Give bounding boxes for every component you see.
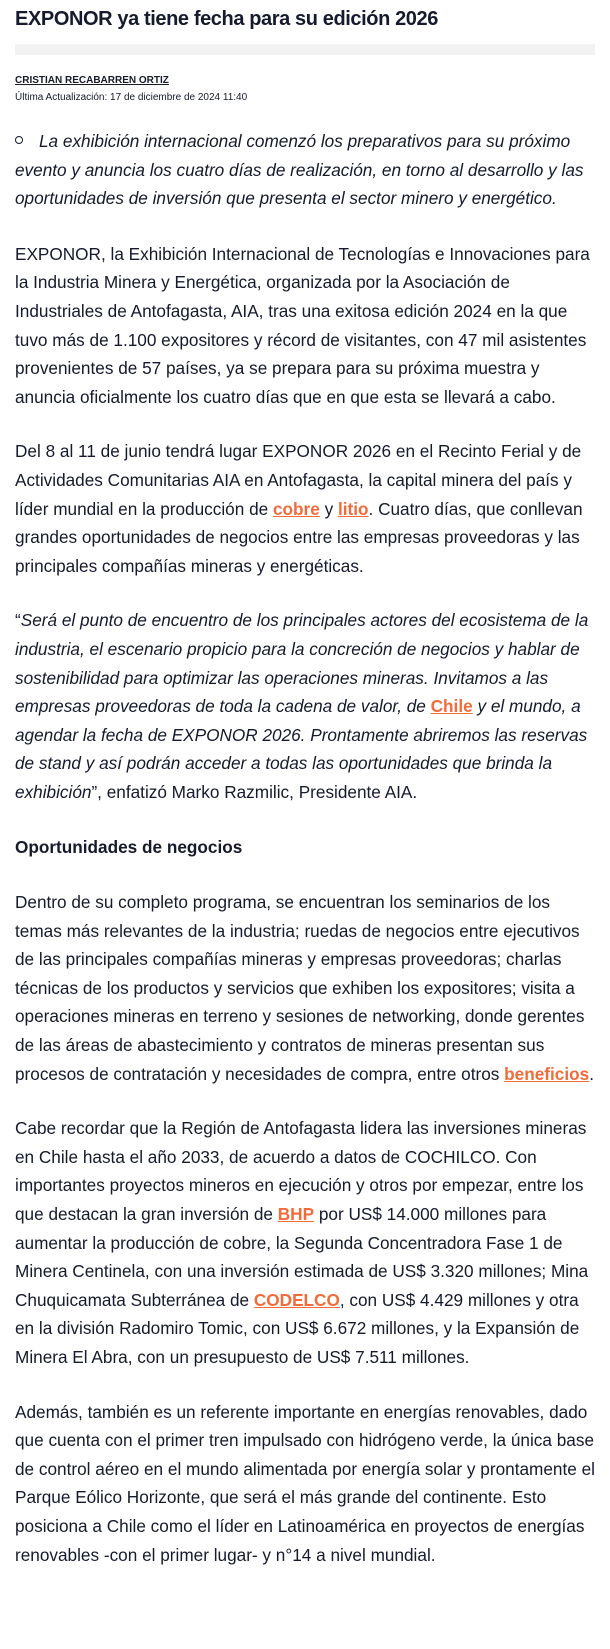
article-title: EXPONOR ya tiene fecha para su edición 2026 [15,8,438,30]
author-link[interactable]: CRISTIAN RECABARREN ORTIZ [15,75,169,86]
link-beneficios[interactable]: beneficios [504,1063,590,1084]
paragraph-text: , con US$ 4.429 millones y otra en la división Radomiro Tomic, con US$ 6.672 millones, y la Expansión de Minera El Abra, con un presupuesto de US$ 7.511 millones. [15,1289,580,1367]
paragraph-program [15,888,595,1088]
paragraph-text: por US$ 14.000 millones para aumentar la producción de cobre, la Segunda Concentradora Fase 1 de Minera Centinela, con una inversión estimada de US$ 3.320 millones; Mina Chuquicamata Subterránea de [15,1204,589,1310]
paragraph-text: Cabe recordar que la Región de Antofagasta lidera las inversiones mineras en Chile hasta el año 2033, de acuerdo a datos de COCHILCO. Con importantes proyectos mineros en ejecución y otros por empezar, entre los que destacan la gran inversión de [15,1118,587,1224]
link-chile[interactable]: Chile [430,696,473,717]
paragraph-dates [15,437,595,580]
paragraph-investments [15,1114,595,1371]
paragraph-text: y [319,498,338,519]
quote-text: y el mundo, a agendar la fecha de EXPONOR 2026. Prontamente abriremos las reservas de stand y así podrán acceder a todas las oportunidades que brinda la exhibición [15,696,588,802]
header-divider [15,44,595,55]
summary-text: La exhibición internacional comenzó los preparativos para su próximo evento y anuncia los cuatro días de realización, en torno al desarrollo y las oportunidades de inversión que presenta el sector minero y energético. [15,131,584,209]
quote-text: Será el punto de encuentro de los principales actores del ecosistema de la industria, el escenario propicio para la concreción de negocios y hablar de sostenibilidad para optimizar las operaciones mineras. Invitamos a las empresas proveedoras de toda la cadena de valor, de [15,610,589,717]
section-heading: Oportunidades de negocios [15,837,243,858]
quote-mark: “ [15,610,21,631]
summary-list [15,127,595,213]
paragraph-quote [15,606,595,806]
paragraph-text: . [589,1063,594,1084]
paragraph-text: Del 8 al 11 de junio tendrá lugar EXPONOR 2026 en el Recinto Ferial y de Actividades Comunitarias AIA en Antofagasta, la capital minera del país y líder mundial en la producción de [15,441,582,519]
last-updated: Última Actualización: 17 de diciembre de 2024 11:40 [15,92,248,103]
link-cobre[interactable]: cobre [272,498,320,519]
paragraph-intro: EXPONOR, la Exhibición Internacional de Tecnologías e Innovaciones para la Industria Minera y Energética, organizada por la Asociación de Industriales de Antofagasta, AIA, tras una exitosa edición 2024 en la que tuvo más de 1.100 expositores y récord de visitantes, con 47 mil asistentes provenientes de 57 países, ya se prepara para su próxima muestra y anuncia oficialmente los cuatro días que en que esta se llevará a cabo. [15,243,590,407]
link-bhp[interactable]: BHP [277,1204,315,1224]
paragraph-renewables: Además, también es un referente importante en energías renovables, dado que cuenta con el primer tren impulsado con hidrógeno verde, la única base de control aéreo en el mundo alimentada por energía solar y prontamente el Parque Eólico Horizonte, que será el más grande del continente. Esto posiciona a Chile como el líder en Latinoamérica en proyectos de energías renovables -con el primer lugar- y n°14 a nivel mundial. [15,1401,595,1565]
paragraph-text: . Cuatro días, que conllevan grandes oportunidades de negocios entre las empresas proveedoras y las principales compañías mineras y energéticas. [15,498,583,576]
summary-item [15,127,595,213]
quote-attribution: ”, enfatizó Marko Razmilic, Presidente AIA. [91,781,418,802]
link-codelco[interactable]: CODELCO [253,1289,340,1310]
byline [15,70,595,105]
link-litio[interactable]: litio [337,498,369,519]
circle-bullet-icon [15,136,23,144]
paragraph-text: Dentro de su completo programa, se encuentran los seminarios de los temas más relevantes de la industria; ruedas de negocios entre ejecutivos de las principales compañías mineras y empresas proveedoras; charlas técnicas de los productos y servicios que exhiben los expositores; visita a operaciones mineras en terreno y sesiones de networking, donde gerentes de las áreas de abastecimiento y contratos de mineras presentan sus procesos de contratación y necesidades de compra, entre otros [15,892,585,1084]
